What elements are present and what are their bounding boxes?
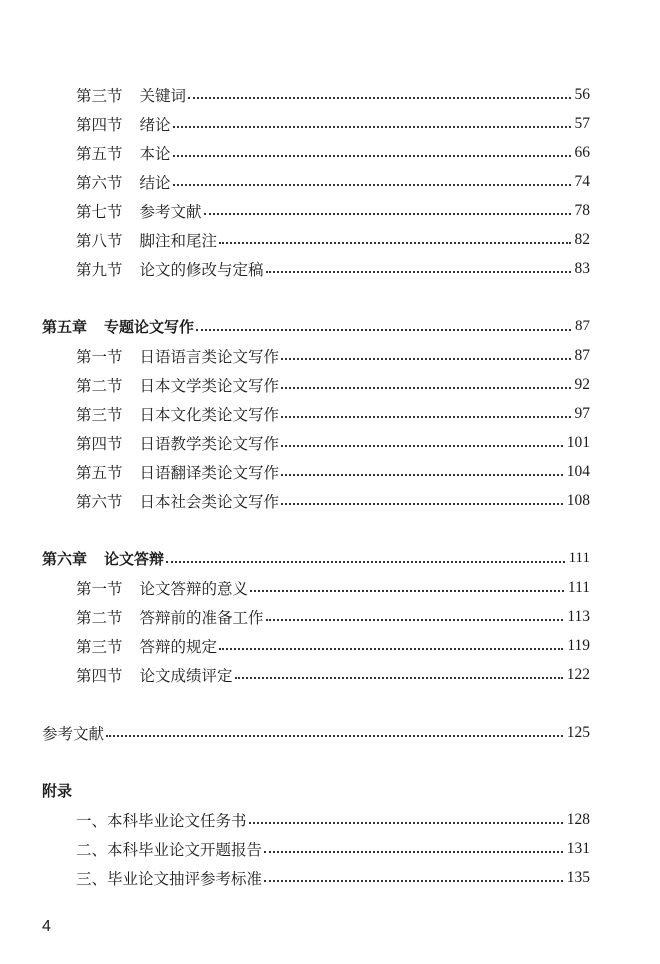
leader-dots [281,416,570,418]
section-number: 第四节 [76,666,123,685]
section-title: 关键词 [139,86,187,105]
page-ref: 66 [574,143,590,161]
leader-dots [219,648,563,650]
leader-dots [106,735,563,737]
section-title: 参考文献 [139,202,202,221]
toc-entry [42,573,590,602]
leader-dots [188,97,570,99]
page-ref: 87 [574,346,590,364]
page-ref: 125 [566,723,590,741]
chapter-number: 第六章 [42,550,88,568]
appendix-title: 二、本科毕业论文开题报告 [76,840,263,859]
section-title: 答辩前的准备工作 [139,608,264,627]
toc-entry [42,254,590,283]
section-number: 第五节 [76,463,123,482]
page-ref: 82 [574,230,590,248]
toc-entry [42,196,590,225]
toc-entry [42,660,590,689]
page-ref: 56 [574,85,590,103]
toc-entry [42,457,590,486]
toc-entry [42,428,590,457]
section-title: 绪论 [139,115,171,134]
appendix-entry [42,863,590,892]
leader-dots [266,619,564,621]
section-number: 第三节 [76,405,123,424]
references-entry [42,718,590,747]
toc-entry [42,370,590,399]
appendix-title: 三、毕业论文抽评参考标准 [76,869,263,888]
leader-dots [281,358,570,360]
page-ref: 104 [566,462,590,480]
section-number: 第六节 [76,492,123,511]
chapter-title: 论文答辩 [104,550,165,568]
section-number: 第六节 [76,173,123,192]
page-ref: 92 [574,375,590,393]
section-title: 日本文学类论文写作 [139,376,280,395]
chapter-entry [42,312,590,341]
page-ref: 74 [574,172,590,190]
leader-dots [264,851,563,853]
toc-entry [42,486,590,515]
leader-dots [281,445,563,447]
section-number: 第三节 [76,637,123,656]
toc-entry [42,399,590,428]
page-ref: 111 [567,578,590,596]
leader-dots [196,329,571,331]
appendix-title: 一、本科毕业论文任务书 [76,811,247,830]
leader-dots [173,184,571,186]
page-ref: 101 [566,433,590,451]
leader-dots [281,474,563,476]
leader-dots [264,880,563,882]
section-number: 第四节 [76,115,123,134]
page-ref: 111 [568,550,590,566]
leader-dots [250,590,564,592]
chapter-entry [42,544,590,573]
toc-entry [42,80,590,109]
toc-entry [42,109,590,138]
page-ref: 119 [567,636,590,654]
toc-entry [42,631,590,660]
section-title: 答辩的规定 [139,637,218,656]
page-ref: 113 [567,607,590,625]
leader-dots [281,503,563,505]
page-ref: 131 [566,839,590,857]
appendix-entry [42,834,590,863]
section-number: 第三节 [76,86,123,105]
section-title: 日语语言类论文写作 [139,347,280,366]
section-number: 第一节 [76,579,123,598]
toc-entry [42,225,590,254]
leader-dots [173,126,571,128]
section-title: 日语教学类论文写作 [139,434,280,453]
toc-entry [42,602,590,631]
page-ref: 78 [574,201,590,219]
references-title: 参考文献 [42,724,105,743]
page-ref: 57 [574,114,590,132]
page-ref: 135 [566,868,590,886]
leader-dots [266,271,571,273]
section-number: 第二节 [76,608,123,627]
section-number: 第四节 [76,434,123,453]
page-ref: 108 [566,491,590,509]
appendix-entry [42,805,590,834]
leader-dots [219,242,570,244]
chapter-number: 第五章 [42,318,88,336]
section-title: 日语翻译类论文写作 [139,463,280,482]
section-title: 论文的修改与定稿 [139,260,264,279]
chapter-title: 专题论文写作 [104,318,195,336]
leader-dots [173,155,571,157]
section-number: 第一节 [76,347,123,366]
leader-dots [235,677,563,679]
section-title: 日本社会类论文写作 [139,492,280,511]
section-number: 第九节 [76,260,123,279]
page-number: 4 [42,918,51,935]
section-title: 本论 [139,144,171,163]
page-ref: 122 [566,665,590,683]
leader-dots [281,387,570,389]
toc-entry [42,167,590,196]
page-ref: 97 [574,404,590,422]
toc-entry [42,341,590,370]
page-ref: 83 [574,259,590,277]
leader-dots [249,822,563,824]
appendix-heading: 附录 [42,782,73,800]
section-title: 结论 [139,173,171,192]
section-title: 论文成绩评定 [139,666,233,685]
section-title: 日本文化类论文写作 [139,405,280,424]
page-ref: 87 [575,318,590,334]
table-of-contents [42,80,590,892]
section-number: 第二节 [76,376,123,395]
leader-dots [166,561,565,563]
page-ref: 128 [566,810,590,828]
leader-dots [204,213,571,215]
section-title: 脚注和尾注 [139,231,218,250]
section-number: 第八节 [76,231,123,250]
section-title: 论文答辩的意义 [139,579,249,598]
section-number: 第五节 [76,144,123,163]
toc-entry [42,138,590,167]
section-number: 第七节 [76,202,123,221]
